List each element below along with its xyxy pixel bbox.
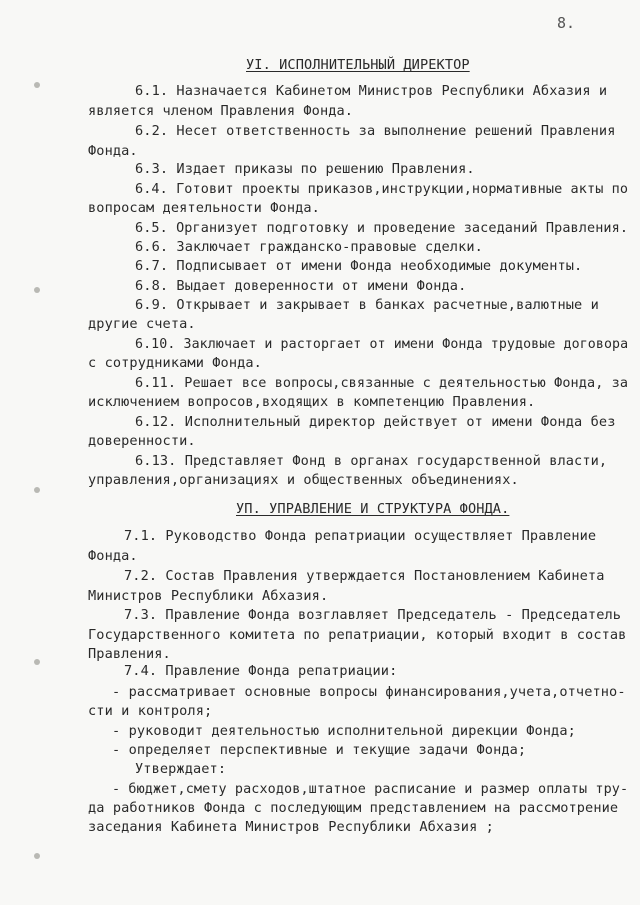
punch-hole <box>34 82 40 88</box>
text-line: 7.2. Состав Правления утверждается Постановлением Кабинета <box>124 568 605 584</box>
text-line: 6.1. Назначается Кабинетом Министров Республики Абхазия и <box>135 83 608 99</box>
text-line: 6.7. Подписывает от имени Фонда необходимые документы. <box>135 258 583 274</box>
text-line: заседания Кабинета Министров Республики Абхазия ; <box>88 819 494 835</box>
text-line: 7.3. Правление Фонда возглавляет Председатель - Председатель <box>124 607 622 623</box>
text-line: 7.1. Руководство Фонда репатриации осуществляет Правление <box>124 528 597 544</box>
text-line: Правления. <box>88 646 171 662</box>
text-line: да работников Фонда с последующим представлением на рассмотрение <box>88 800 619 816</box>
text-line: 6.3. Издает приказы по решению Правления. <box>135 161 475 177</box>
text-line: 6.8. Выдает доверенности от имени Фонда. <box>135 278 467 294</box>
text-line: с сотрудниками Фонда. <box>88 355 262 371</box>
text-line: - руководит деятельностью исполнительной дирекции Фонда; <box>112 723 576 739</box>
text-line: Фонда. <box>88 548 138 564</box>
text-line: Утверждает: <box>135 761 227 777</box>
page-number: 8. <box>557 14 576 32</box>
text-line: 6.2. Несет ответственность за выполнение решений Правления <box>135 123 616 139</box>
text-line: - рассматривает основные вопросы финансирования,учета,отчетно- <box>112 684 626 700</box>
text-line: Министров Республики Абхазия. <box>88 588 329 604</box>
text-line: - бюджет,смету расходов,штатное расписание и размер оплаты тру- <box>112 781 629 797</box>
text-line: 6.11. Решает все вопросы,связанные с деятельностью Фонда, за <box>135 375 629 391</box>
text-line: - определяет перспективные и текущие задачи Фонда; <box>112 742 527 758</box>
text-line: Государственного комитета по репатриации, который входит в состав <box>88 627 627 643</box>
text-line: 6.5. Организует подготовку и проведение заседаний Правления. <box>135 220 629 236</box>
section-6-heading: УI. ИСПОЛНИТЕЛЬНЫЙ ДИРЕКТОР <box>246 57 470 73</box>
text-line: другие счета. <box>88 316 196 332</box>
text-line: управления,организациях и общественных объединениях. <box>88 472 519 488</box>
text-line: сти и контроля; <box>88 703 213 719</box>
text-line: 6.4. Готовит проекты приказов,инструкции,нормативные акты по <box>135 181 629 197</box>
text-line: вопросам деятельности Фонда. <box>88 200 320 216</box>
section-7-heading: УП. УПРАВЛЕНИЕ И СТРУКТУРА ФОНДА. <box>236 501 510 517</box>
text-line: доверенности. <box>88 433 196 449</box>
text-line: является членом Правления Фонда. <box>88 103 354 119</box>
punch-hole <box>34 659 40 665</box>
punch-hole <box>34 287 40 293</box>
text-line: 6.6. Заключает гражданско-правовые сделки. <box>135 239 483 255</box>
punch-hole <box>34 487 40 493</box>
text-line: 6.13. Представляет Фонд в органах государственной власти, <box>135 453 608 469</box>
text-line: исключением вопросов,входящих в компетенцию Правления. <box>88 394 536 410</box>
text-line: 6.12. Исполнительный директор действует от имени Фонда без <box>135 414 616 430</box>
text-line: 6.10. Заключает и расторгает от имени Фонда трудовые договора <box>135 336 629 352</box>
text-line: Фонда. <box>88 143 138 159</box>
text-line: 6.9. Открывает и закрывает в банках расчетные,валютные и <box>135 297 599 313</box>
text-line: 7.4. Правление Фонда репатриации: <box>124 663 398 679</box>
punch-hole <box>34 853 40 859</box>
